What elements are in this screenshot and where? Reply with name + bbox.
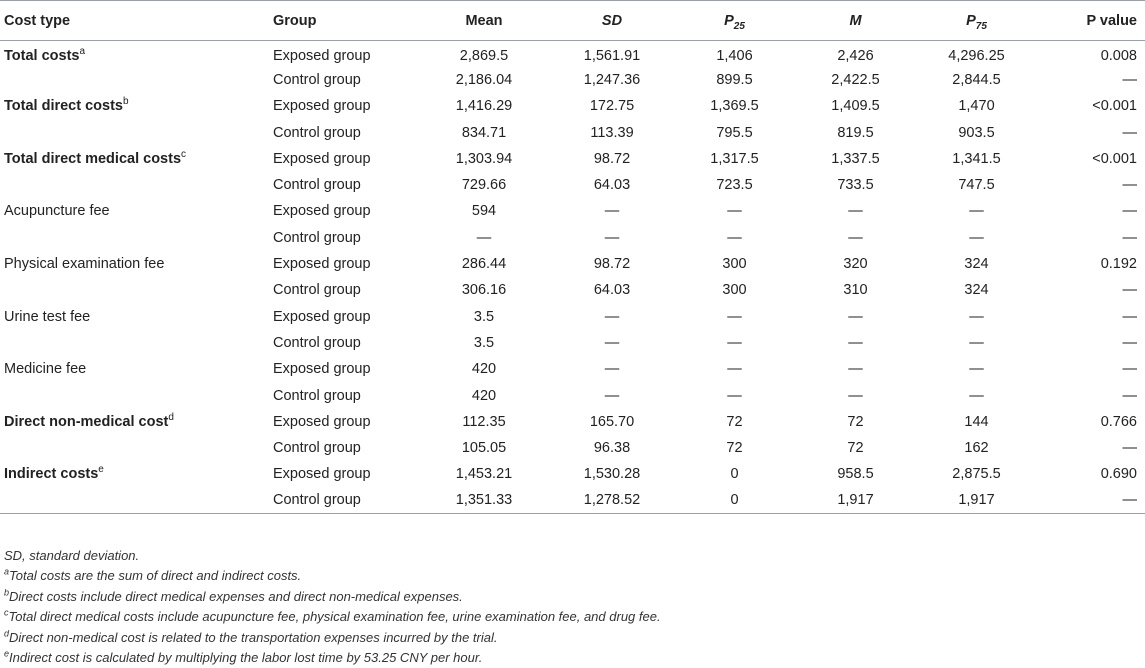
cell-mean: 306.16 [461, 282, 507, 299]
cell-p75: 2,875.5 [952, 466, 1001, 483]
cell-p25: — [727, 361, 742, 378]
cell-p25: 1,369.5 [710, 98, 759, 115]
table-row [0, 409, 1145, 435]
footnote-text: Indirect cost is calculated by multiplying the labor lost time by 53.25 CNY per hour. [9, 650, 483, 666]
footnote-marker: b [122, 96, 129, 108]
cell-mean: 1,453.21 [455, 466, 513, 483]
cell-p-value: — [1122, 334, 1137, 351]
header-p-value: P value [1037, 1, 1145, 41]
cell-sd: — [604, 334, 620, 351]
cell-median: 2,426 [837, 47, 874, 64]
table-row [0, 356, 1145, 382]
cell-sd: 98.72 [593, 150, 631, 167]
cell-cost-type [0, 409, 270, 435]
header-sd: SD [550, 1, 674, 41]
cell-group: Exposed group [273, 466, 371, 483]
cell-cost-type [0, 382, 270, 408]
cell-p-value: 0.008 [1100, 47, 1137, 64]
cell-mean: 594 [471, 203, 497, 220]
table-row [0, 67, 1145, 93]
cell-mean: 420 [471, 361, 497, 378]
table-row [0, 146, 1145, 172]
cell-sd: 113.39 [590, 124, 634, 141]
footnote [4, 566, 1134, 586]
cell-median: — [848, 203, 863, 220]
table-row [0, 382, 1145, 408]
cell-median: 733.5 [837, 177, 874, 194]
cell-mean: 2,186.04 [455, 71, 513, 88]
cell-p-value: — [1122, 308, 1137, 325]
cell-p75: 2,844.5 [952, 71, 1001, 88]
cost-type-label: Total costs [4, 47, 80, 64]
cell-mean: 729.66 [461, 177, 507, 194]
footnote-marker: a [4, 567, 10, 578]
cell-group: Exposed group [273, 203, 371, 220]
cell-p25: 72 [726, 413, 743, 430]
table-body [0, 41, 1145, 514]
table-row [0, 488, 1145, 514]
footnote-text: SD, standard deviation. [4, 548, 140, 563]
cell-group: Control group [273, 334, 361, 351]
cell-p-value: <0.001 [1092, 150, 1137, 167]
cell-p25: 795.5 [716, 124, 753, 141]
cell-p25: 0 [674, 488, 795, 514]
cell-cost-type [0, 41, 270, 67]
cell-median: 320 [843, 256, 868, 273]
table-row [0, 119, 1145, 145]
cost-type-label: Physical examination fee [4, 256, 165, 273]
cell-p75: 1,470 [958, 98, 995, 115]
header-cost-type: Cost type [0, 1, 270, 41]
cell-sd: 64.03 [593, 177, 631, 194]
cell-cost-type [0, 303, 270, 329]
cell-group: Control group [273, 440, 361, 457]
cell-median: 1,917 [795, 488, 916, 514]
header-p25 [674, 1, 795, 41]
header-p25-base: P [724, 12, 734, 29]
cell-mean: 286.44 [461, 256, 507, 273]
cell-sd: — [604, 229, 620, 246]
cell-mean: 2,869.5 [459, 47, 509, 64]
cell-p25: — [727, 229, 742, 246]
cell-sd: 1,278.52 [550, 488, 674, 514]
cell-group: Control group [273, 71, 361, 88]
cell-p25: 0 [730, 466, 739, 483]
cell-mean: 834.71 [461, 124, 507, 141]
footnote-text: Direct costs include direct medical expenses and direct non-medical expenses. [9, 588, 463, 604]
footnote-marker: c [4, 607, 9, 618]
footnote-marker: b [4, 587, 10, 598]
footnote-marker: d [168, 411, 174, 423]
cell-sd: 98.72 [593, 256, 631, 273]
cell-sd: 1,247.36 [583, 71, 641, 88]
header-median: M [795, 1, 916, 41]
cell-p75: — [969, 334, 984, 351]
cell-p25: 300 [722, 256, 747, 273]
cell-sd: 1,561.91 [583, 47, 641, 64]
cell-median: — [848, 229, 863, 246]
table-row [0, 225, 1145, 251]
cell-mean: 1,416.29 [455, 98, 513, 115]
footnote [4, 648, 1134, 668]
table-row [0, 41, 1145, 67]
cell-sd: 1,530.28 [583, 466, 641, 483]
table-row [0, 93, 1145, 119]
cell-mean: 3.5 [473, 334, 495, 351]
cell-p75: 1,341.5 [952, 150, 1001, 167]
cell-mean: — [476, 229, 492, 246]
cell-median: 1,337.5 [831, 150, 880, 167]
cell-group: Exposed group [273, 98, 371, 115]
footnotes [4, 546, 1134, 668]
cell-sd: 165.70 [589, 413, 635, 430]
footnote-text: Total costs are the sum of direct and indirect costs. [9, 568, 302, 584]
cell-mean: 3.5 [473, 308, 495, 325]
cell-p75: — [969, 387, 984, 404]
cell-mean: 105.05 [461, 440, 507, 457]
cost-type-label: Acupuncture fee [4, 203, 110, 220]
cell-p-value: — [1122, 361, 1137, 378]
cell-median: — [848, 334, 863, 351]
cell-p-value: 0.690 [1100, 466, 1137, 483]
cell-cost-type [0, 461, 270, 487]
cell-median: — [848, 361, 863, 378]
table-header [0, 1, 1145, 41]
cell-mean: 1,351.33 [418, 488, 550, 514]
cell-group: Control group [273, 177, 361, 194]
cell-cost-type [0, 146, 270, 172]
cell-cost-type [0, 330, 270, 356]
cell-p-value: — [1122, 124, 1137, 141]
cell-mean: 1,303.94 [455, 150, 513, 167]
cost-type-label: Indirect costs [4, 466, 99, 483]
header-p75-base: P [966, 12, 976, 29]
table-row [0, 277, 1145, 303]
cell-group: Exposed group [273, 413, 371, 430]
cell-sd: 64.03 [593, 282, 631, 299]
cell-median: — [848, 387, 863, 404]
cost-type-label: Medicine fee [4, 361, 87, 378]
cell-p75: 324 [964, 282, 989, 299]
cell-cost-type [0, 277, 270, 303]
cell-p75: 324 [964, 256, 989, 273]
cell-p25: — [727, 387, 742, 404]
cell-group: Control group [270, 488, 418, 514]
cell-cost-type [0, 93, 270, 119]
cell-p-value: <0.001 [1092, 98, 1137, 115]
cell-p75: — [969, 203, 984, 220]
table-row [0, 330, 1145, 356]
cell-p-value: — [1122, 282, 1137, 299]
cell-p75: 747.5 [958, 177, 995, 194]
table-row [0, 435, 1145, 461]
cell-p-value: — [1122, 440, 1137, 457]
cell-p75: — [969, 229, 984, 246]
cell-p75: — [969, 361, 984, 378]
cell-group: Exposed group [273, 361, 371, 378]
cell-p-value: — [1122, 387, 1137, 404]
cell-sd: — [604, 308, 620, 325]
cell-cost-type [0, 119, 270, 145]
cell-p75: 162 [964, 440, 989, 457]
footnote-marker: a [79, 46, 86, 58]
footnote [4, 628, 1134, 648]
header-p75 [916, 1, 1037, 41]
cell-group: Control group [273, 282, 361, 299]
cell-cost-type [0, 172, 270, 198]
header-p25-sub: 25 [733, 20, 745, 32]
cell-p25: 72 [726, 440, 743, 457]
cell-mean: 112.35 [462, 413, 506, 430]
cell-cost-type [0, 356, 270, 382]
cell-sd: 96.38 [593, 440, 631, 457]
cell-group: Exposed group [273, 308, 371, 325]
cell-p75: — [969, 308, 984, 325]
cell-group: Exposed group [273, 150, 371, 167]
cell-sd: 172.75 [589, 98, 635, 115]
header-p75-sub: 75 [975, 20, 987, 32]
cost-type-label: Total direct medical costs [4, 150, 182, 167]
footnote-marker: d [4, 628, 10, 639]
cell-mean: 420 [471, 387, 497, 404]
cell-p25: 300 [722, 282, 747, 299]
cell-p-value: — [1122, 177, 1137, 194]
cell-p-value: — [1122, 229, 1137, 246]
cell-sd: — [604, 203, 620, 220]
cell-p-value: 0.766 [1100, 413, 1137, 430]
cell-cost-type [0, 67, 270, 93]
cost-type-label: Urine test fee [4, 308, 91, 325]
cell-p25: — [727, 334, 742, 351]
cell-group: Control group [273, 387, 361, 404]
cell-group: Control group [273, 124, 361, 141]
cell-p-value: — [1037, 488, 1145, 514]
cell-group: Exposed group [273, 47, 371, 64]
table-row [0, 251, 1145, 277]
cell-p75: 144 [964, 413, 989, 430]
cell-cost-type [0, 225, 270, 251]
header-mean: Mean [418, 1, 550, 41]
cell-sd: — [604, 387, 620, 404]
footnote-marker: e [98, 464, 104, 476]
cell-sd: — [604, 361, 620, 378]
footnote-marker: c [181, 149, 187, 160]
cell-group: Control group [273, 229, 361, 246]
footnote-text: Total direct medical costs include acupuncture fee, physical examination fee, urine examination fee, and drug fee. [8, 609, 661, 625]
cost-type-label: Total direct costs [4, 98, 123, 115]
cell-median: 72 [847, 440, 864, 457]
cell-p25: 1,406 [716, 47, 753, 64]
cell-p25: — [727, 308, 742, 325]
footnote [4, 587, 1134, 607]
cell-p25: 1,317.5 [710, 150, 759, 167]
footnote [4, 546, 1134, 566]
cell-p-value: — [1122, 203, 1137, 220]
cell-p25: 723.5 [716, 177, 753, 194]
header-group: Group [270, 1, 418, 41]
cell-group: Exposed group [273, 256, 371, 273]
cell-median: 819.5 [837, 124, 874, 141]
cell-cost-type [0, 435, 270, 461]
table-row [0, 303, 1145, 329]
cell-p-value: 0.192 [1100, 256, 1137, 273]
footnote-marker: e [4, 648, 10, 659]
table-row [0, 461, 1145, 487]
footnote [4, 607, 1134, 627]
cell-median: 72 [847, 413, 864, 430]
table-row [0, 198, 1145, 224]
cell-median: 310 [843, 282, 868, 299]
cell-p75: 1,917 [916, 488, 1037, 514]
cost-type-label: Direct non-medical cost [4, 413, 169, 430]
cell-cost-type [0, 251, 270, 277]
cell-median: 1,409.5 [831, 98, 880, 115]
cell-p75: 4,296.25 [948, 47, 1005, 64]
cell-median: 2,422.5 [831, 71, 880, 88]
cell-median: — [848, 308, 863, 325]
cell-cost-type [0, 198, 270, 224]
cell-p75: 903.5 [958, 124, 995, 141]
footnote-text: Direct non-medical cost is related to the transportation expenses incurred by the trial. [9, 629, 498, 645]
cell-p-value: — [1122, 71, 1137, 88]
cell-p25: — [727, 203, 742, 220]
cell-p25: 899.5 [716, 71, 753, 88]
cell-median: 958.5 [837, 466, 874, 483]
cell-cost-type [0, 488, 270, 514]
table-row [0, 172, 1145, 198]
header-row [0, 1, 1145, 41]
